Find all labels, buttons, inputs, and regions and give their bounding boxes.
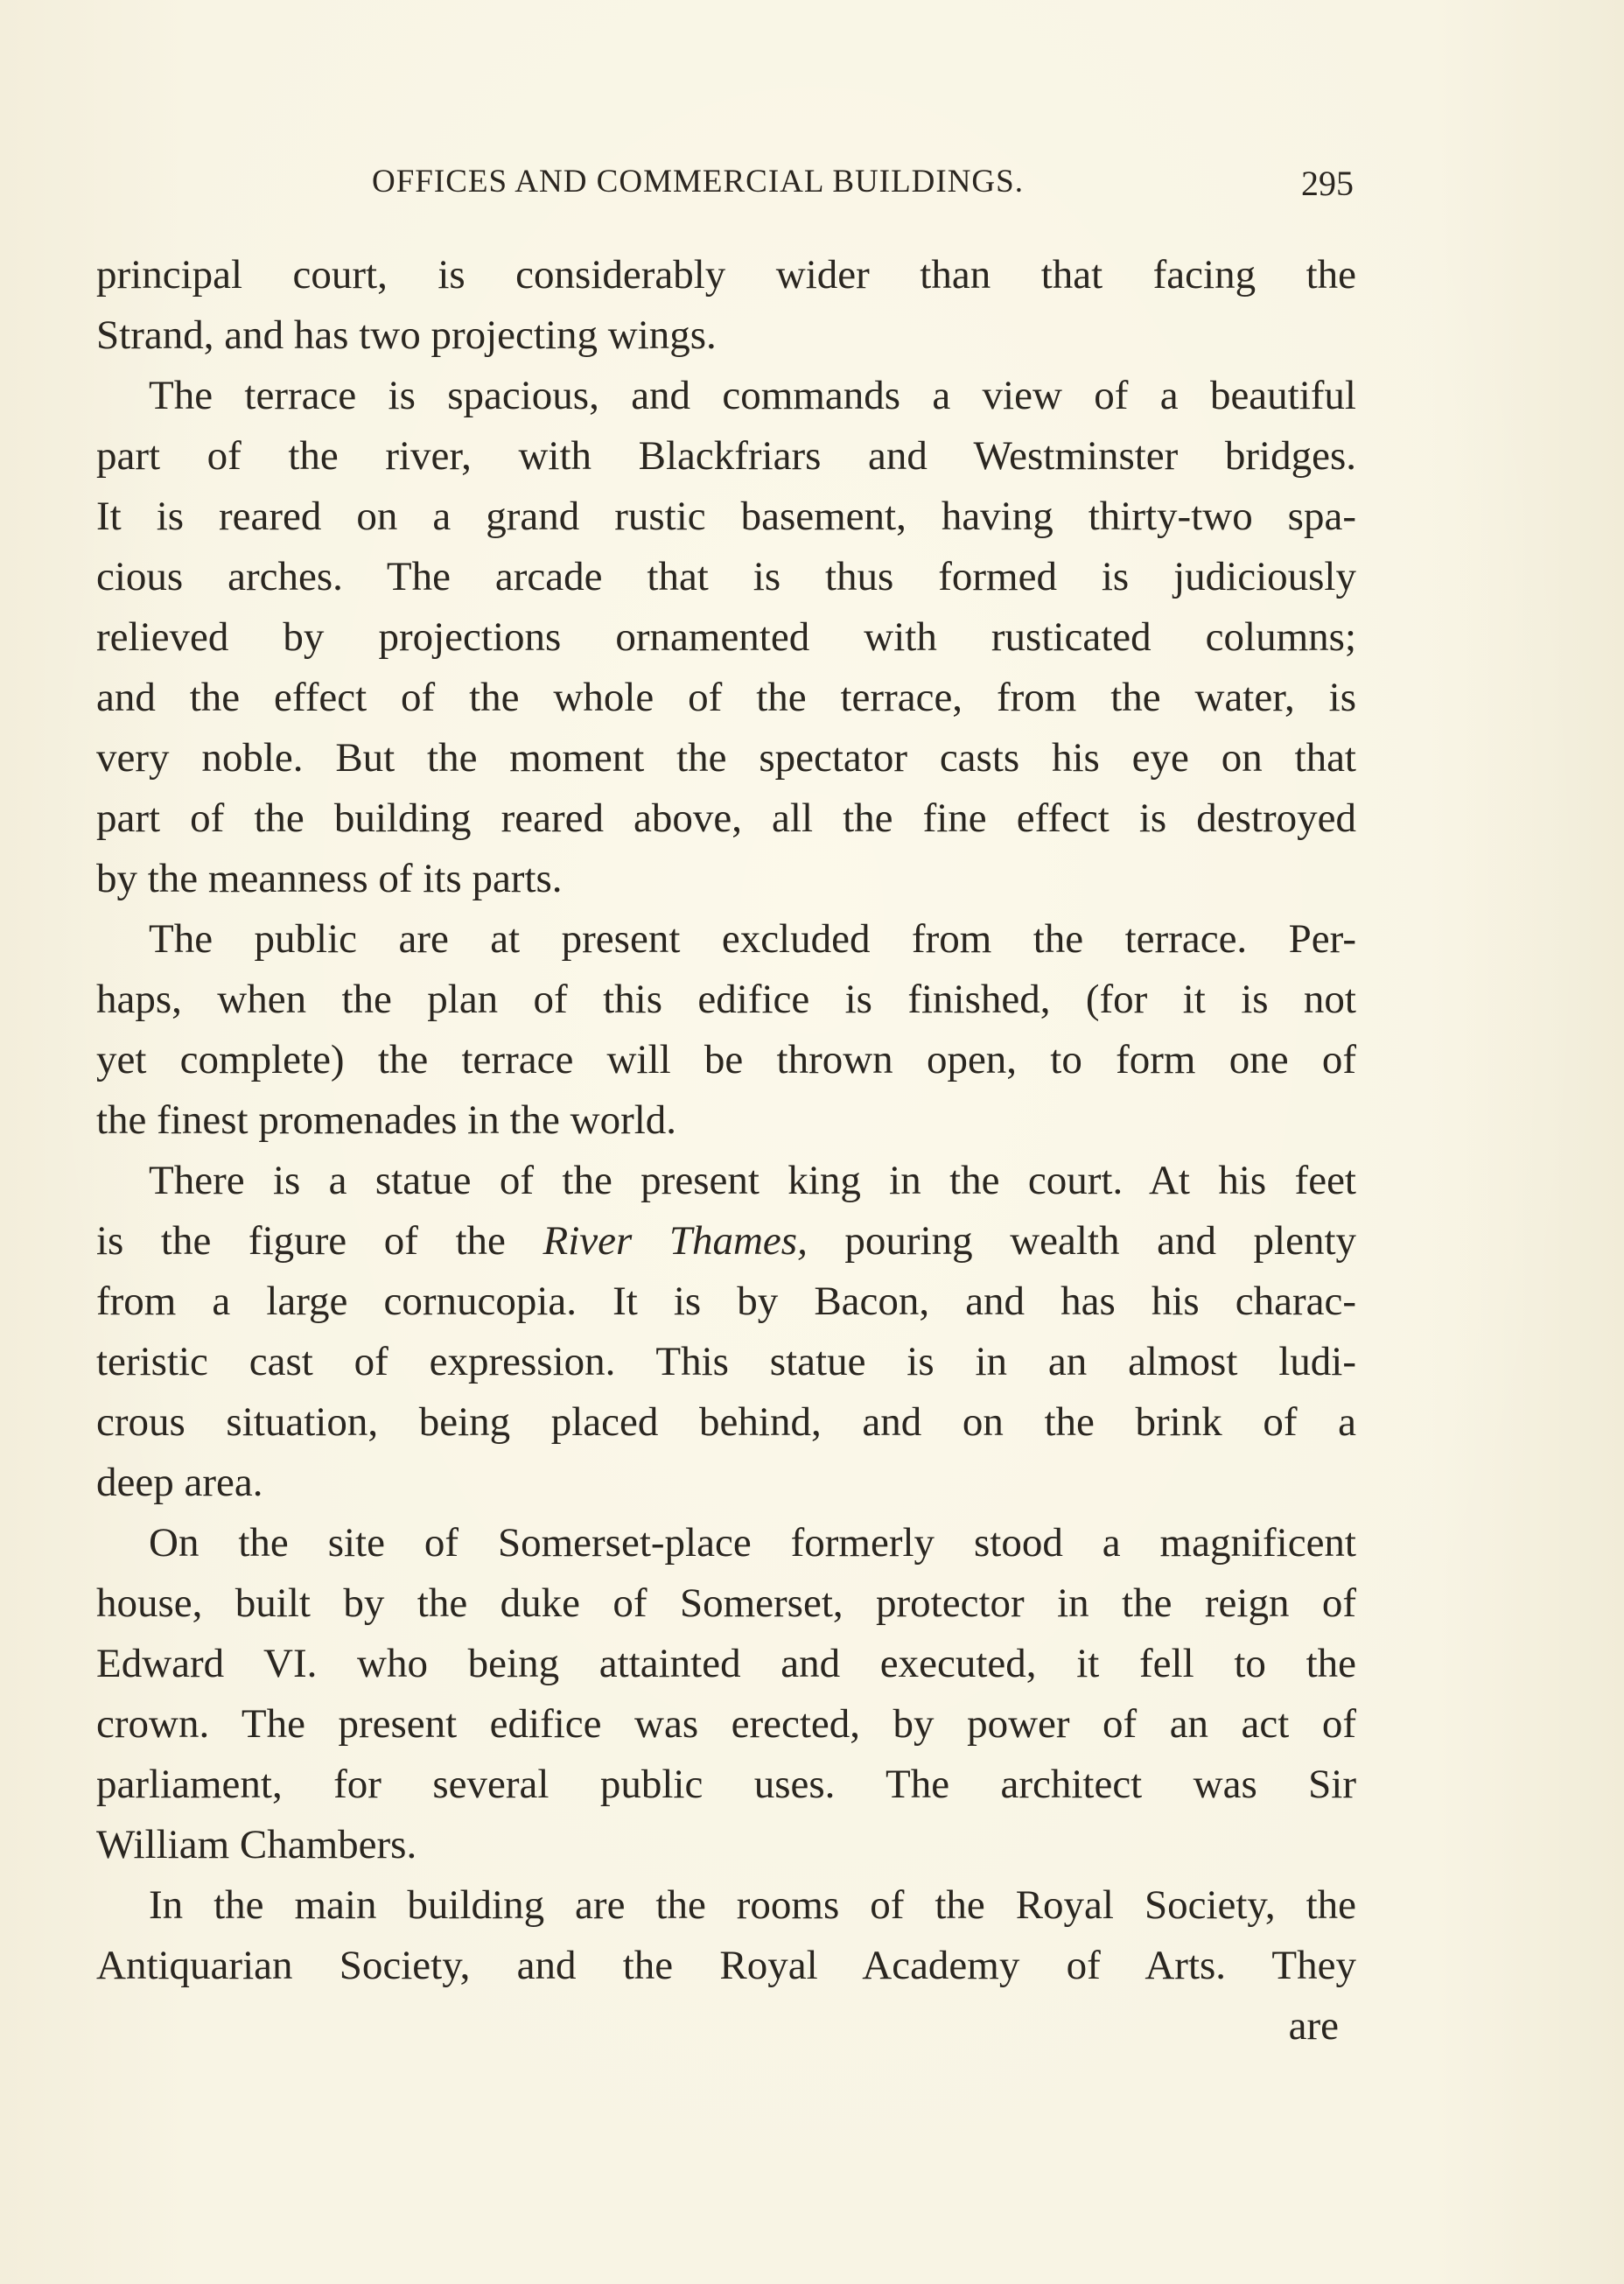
- text-line: Edward VI. who being attainted and executed, it fell to the: [96, 1641, 1356, 1686]
- catchword: are: [1288, 2003, 1339, 2049]
- text-line: deep area.: [96, 1460, 263, 1505]
- text-line: yet complete) the terrace will be thrown open, to form one of: [96, 1037, 1356, 1082]
- text-line: teristic cast of expression. This statue is in an almost ludi-: [96, 1339, 1356, 1384]
- text-line: On the site of Somerset-place formerly stood a magnificent: [149, 1520, 1356, 1566]
- text-line: The public are at present excluded from the terrace. Per-: [149, 916, 1356, 962]
- running-title: OFFICES AND COMMERCIAL BUILDINGS.: [372, 164, 1024, 200]
- running-head: [0, 158, 1624, 210]
- text-line: very noble. But the moment the spectator casts his eye on that: [96, 735, 1356, 781]
- italic-river-thames: River Thames,: [542, 1218, 808, 1264]
- text-line: cious arches. The arcade that is thus formed is judiciously: [96, 554, 1356, 599]
- text-segment: pouring wealth and plenty: [807, 1218, 1356, 1264]
- page-number: 295: [1301, 164, 1354, 203]
- text-line: house, built by the duke of Somerset, protector in the reign of: [96, 1580, 1356, 1626]
- text-line: It is reared on a grand rustic basement, having thirty-two spa-: [96, 494, 1356, 539]
- text-line: haps, when the plan of this edifice is finished, (for it is not: [96, 977, 1356, 1022]
- text-line: crous situation, being placed behind, and on the brink of a: [96, 1399, 1356, 1445]
- text-line: The terrace is spacious, and commands a view of a beautiful: [149, 373, 1356, 418]
- text-line: principal court, is considerably wider than that facing the: [96, 252, 1356, 298]
- text-line: Antiquarian Society, and the Royal Academy of Arts. They: [96, 1943, 1356, 1988]
- text-line: In the main building are the rooms of the Royal Society, the: [149, 1882, 1356, 1928]
- text-line: William Chambers.: [96, 1822, 417, 1867]
- body-text: [96, 245, 1356, 2056]
- text-segment: is the figure of the: [96, 1218, 543, 1264]
- text-line: crown. The present edifice was erected, by power of an act of: [96, 1701, 1356, 1747]
- text-line: relieved by projections ornamented with rusticated columns;: [96, 614, 1356, 660]
- text-line: from a large cornucopia. It is by Bacon, and has his charac-: [96, 1279, 1356, 1324]
- text-line: by the meanness of its parts.: [96, 856, 563, 901]
- text-line: There is a statue of the present king in the court. At his feet: [149, 1158, 1356, 1203]
- text-line-with-italic: [96, 1211, 1356, 1272]
- text-line: part of the building reared above, all the fine effect is destroyed: [96, 795, 1356, 841]
- text-line: parliament, for several public uses. The architect was Sir: [96, 1762, 1356, 1807]
- text-line: and the effect of the whole of the terrace, from the water, is: [96, 675, 1356, 720]
- text-line: part of the river, with Blackfriars and Westminster bridges.: [96, 433, 1356, 479]
- text-line: Strand, and has two projecting wings.: [96, 312, 717, 358]
- text-line: the finest promenades in the world.: [96, 1097, 677, 1143]
